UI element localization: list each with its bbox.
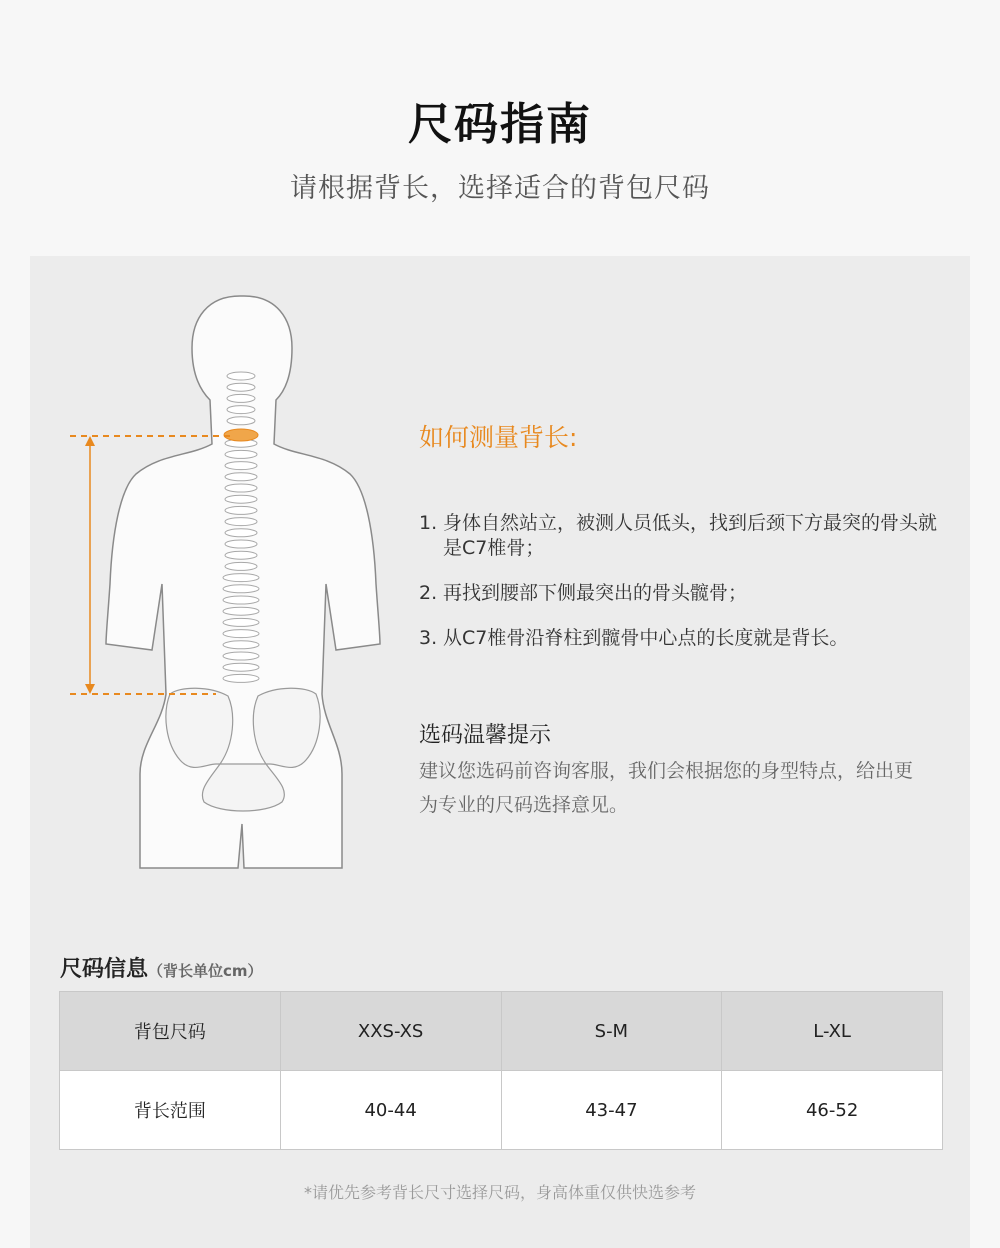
table-header-cell: XXS-XS [280, 992, 501, 1071]
vertebra [223, 652, 259, 660]
page-subtitle: 请根据背长，选择适合的背包尺码 [290, 173, 710, 204]
vertebra [225, 462, 257, 470]
table-cell: 背长范围 [60, 1071, 281, 1150]
size-note: *请优先参考背长尺寸选择尺码，身高体重仅供快选参考 [303, 1183, 696, 1202]
size-info-title: 尺码信息 [60, 957, 149, 982]
vertebra [223, 674, 259, 682]
vertebra [225, 551, 257, 559]
size-table [59, 991, 943, 1150]
vertebra [225, 473, 257, 481]
vertebra [223, 596, 259, 604]
measure-step-2 [419, 581, 939, 606]
vertebra [223, 630, 259, 638]
vertebra [227, 406, 255, 414]
vertebra [225, 484, 257, 492]
vertebra [225, 518, 257, 526]
page-title: 尺码指南 [408, 99, 592, 150]
size-guide-panel [30, 256, 970, 1248]
measure-steps [419, 511, 939, 671]
measure-step-1 [419, 511, 939, 561]
step-text: 再找到腰部下侧最突出的骨头髋骨； [443, 582, 748, 604]
size-table-header-row [60, 992, 943, 1071]
vertebra [223, 607, 259, 615]
vertebra [225, 540, 257, 548]
size-info-label [60, 952, 263, 983]
size-info-unit: （背长单位cm） [148, 962, 263, 980]
step-number: 2. [419, 582, 438, 604]
table-header-cell: 背包尺码 [60, 992, 281, 1071]
vertebra [225, 562, 257, 570]
step-text: 身体自然站立，被测人员低头，找到后颈下方最突的骨头就是C7椎骨； [443, 512, 938, 559]
table-cell: 40-44 [280, 1071, 501, 1150]
step-text: 从C7椎骨沿脊柱到髋骨中心点的长度就是背长。 [443, 627, 849, 649]
vertebra [225, 529, 257, 537]
arrow-head-bottom-icon [85, 684, 95, 694]
vertebra [227, 372, 255, 380]
vertebra [227, 394, 255, 402]
measure-title: 如何测量背长: [419, 423, 578, 452]
measure-step-3 [419, 626, 939, 651]
page-header [0, 0, 1000, 256]
table-header-cell: L-XL [722, 992, 943, 1071]
arrow-head-top-icon [85, 436, 95, 446]
vertebra [227, 417, 255, 425]
vertebra [223, 585, 259, 593]
size-table-row [60, 1071, 943, 1150]
vertebra [223, 574, 259, 582]
vertebra [223, 641, 259, 649]
tips-title: 选码温馨提示 [419, 723, 552, 748]
vertebra [225, 450, 257, 458]
step-number: 3. [419, 627, 438, 649]
table-cell: 43-47 [501, 1071, 722, 1150]
vertebra [225, 495, 257, 503]
vertebra [223, 618, 259, 626]
vertebra [227, 383, 255, 391]
table-header-cell: S-M [501, 992, 722, 1071]
vertebra [223, 663, 259, 671]
tips-text: 建议您选码前咨询客服，我们会根据您的身型特点，给出更为专业的尺码选择意见。 [419, 760, 914, 816]
back-measure-illustration [70, 294, 410, 874]
table-cell: 46-52 [722, 1071, 943, 1150]
step-number: 1. [419, 512, 438, 534]
vertebra [225, 506, 257, 514]
